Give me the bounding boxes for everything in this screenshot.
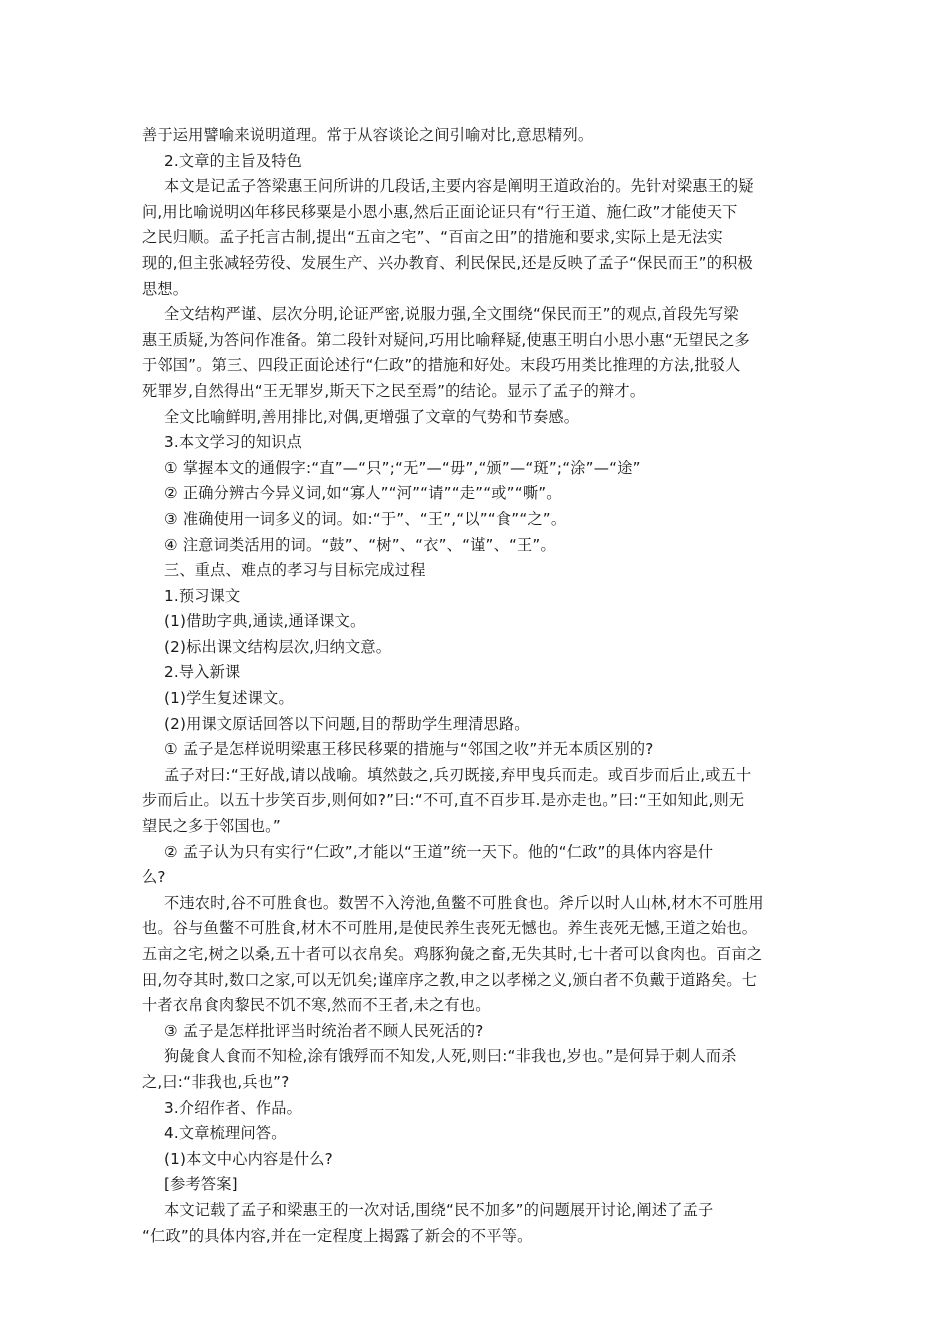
text-line: 三、重点、难点的孝习与目标完成过程 [164, 561, 426, 580]
text-line: (2)用课文原话回答以下问题,目的帮助学生理清思路。 [164, 714, 530, 733]
text-line: “仁政”的具体内容,并在一定程度上揭露了新会的不平等。 [142, 1226, 533, 1245]
text-line: 4.文章梳理问答。 [164, 1124, 287, 1143]
text-line: 么? [142, 868, 166, 887]
text-line: 善于运用譬喻来说明道理。常于从容谈论之间引喻对比,意思精列。 [142, 126, 594, 144]
text-line: 本文记载了孟子和梁惠王的一次对话,围绕“民不加多”的问题展开讨论,阐述了孟子 [164, 1200, 714, 1219]
text-line: 问,用比喻说明凶年移民移粟是小恩小惠,然后正面论证只有“行王道、施仁政”才能使天下 [142, 202, 738, 221]
text-line: 3.本文学习的知识点 [164, 433, 302, 452]
text-line: 田,勿夺其时,数口之家,可以无饥矣;谨庠序之教,申之以孝梯之义,颁白者不负戴于道路矣。七 [142, 970, 758, 989]
text-line: 之,曰:“非我也,兵也”? [142, 1072, 290, 1091]
text-line: 于邻国”。第三、四段正面论述行“仁政”的措施和好处。末段巧用类比推理的方法,批驳人 [142, 356, 741, 375]
text-line: 现的,但主张减轻劳役、发展生产、兴办教育、利民保民,还是反映了孟子“保民而王”的积极 [142, 253, 753, 272]
text-line: 2.导入新课 [164, 663, 241, 682]
text-line: ① 孟子是怎样说明梁惠王移民移粟的措施与“邻国之收”并无本质区别的? [164, 740, 654, 759]
text-line: ③ 孟子是怎样批评当时统治者不顾人民死活的? [164, 1021, 484, 1040]
text-line: 本文是记孟子答梁惠王问所讲的几段话,主要内容是阐明王道政治的。先针对梁惠王的疑 [164, 177, 754, 196]
text-line: 死罪岁,自然得出“王无罪岁,斯天下之民至焉”的结论。显示了孟子的辩才。 [142, 381, 646, 400]
text-line: ③ 准确使用一词多义的词。如:“于”、“王”,“以”“食”“之”。 [164, 509, 567, 528]
text-line: 五亩之宅,树之以桑,五十者可以衣帛矣。鸡豚狗彘之畜,无失其时,七十者可以食肉也。百亩之 [142, 945, 763, 963]
text-line: 十者衣帛食肉黎民不饥不寒,然而不王者,未之有也。 [142, 996, 491, 1015]
text-line: (1)学生复述课文。 [164, 689, 294, 708]
text-line: (2)标出课文结构层次,归纳文意。 [164, 637, 392, 656]
text-line: ② 孟子认为只有实行“仁政”,才能以“王道”统一天下。他的“仁政”的具体内容是什 [164, 842, 714, 861]
text-line: 思想。 [142, 279, 189, 298]
text-line: ④ 注意词类活用的词。“鼓”、“树”、“衣”、“谨”、“王”。 [164, 535, 556, 554]
text-line: 狗彘食人食而不知检,涂有饿殍而不知发,人死,则曰:“非我也,岁也。”是何异于刺人而杀 [164, 1047, 737, 1066]
text-line: 步而后止。以五十步笑百步,则何如?”曰:“不可,直不百步耳.是亦走也。”曰:“王如知此,则无 [142, 791, 745, 810]
text-line: 1.预习课文 [164, 586, 241, 605]
text-line: (1)借助字典,通读,通译课文。 [164, 612, 366, 631]
text-line: (1)本文中心内容是什么? [164, 1149, 333, 1168]
text-line: 惠王质疑,为答问作准备。第二段针对疑问,巧用比喻释疑,使惠王明白小思小惠“无望民之多 [142, 330, 750, 349]
text-line: ② 正确分辨古今异义词,如“寡人”“河”“请”“走”“或”“嘶”。 [164, 484, 562, 503]
text-line: ① 掌握本文的通假字:“直”—“只”;“无”—“毋”,“颁”—“斑”;“涂”—“途” [164, 458, 641, 477]
text-line: 之民归顺。孟子托言古制,提出“五亩之宅”、“百亩之田”的措施和要求,实际上是无法实 [142, 228, 723, 247]
text-line: 孟子对曰:“王好战,请以战喻。填然鼓之,兵刃既接,弃甲曳兵而走。或百步而后止,或五十 [164, 765, 752, 784]
text-line: 不违农时,谷不可胜食也。数罟不入洿池,鱼鳖不可胜食也。斧斤以时人山林,材木不可胜用 [164, 893, 764, 912]
text-line: 全文结构严谨、层次分明,论证严密,说服力强,全文围绕“保民而王”的观点,首段先写梁 [164, 305, 739, 324]
text-line: [参考答案] [164, 1175, 238, 1194]
text-line: 望民之多于邻国也。” [142, 817, 281, 836]
document-body [142, 123, 810, 1249]
text-line: 也。谷与鱼鳖不可胜食,材木不可胜用,是使民养生丧死无憾也。养生丧死无憾,王道之始也。 [142, 919, 758, 938]
text-line: 3.介绍作者、作品。 [164, 1098, 302, 1117]
text-line: 全文比喻鲜明,善用排比,对偶,更增强了文章的气势和节奏感。 [164, 407, 580, 426]
text-line: 2.文章的主旨及特色 [164, 151, 302, 170]
